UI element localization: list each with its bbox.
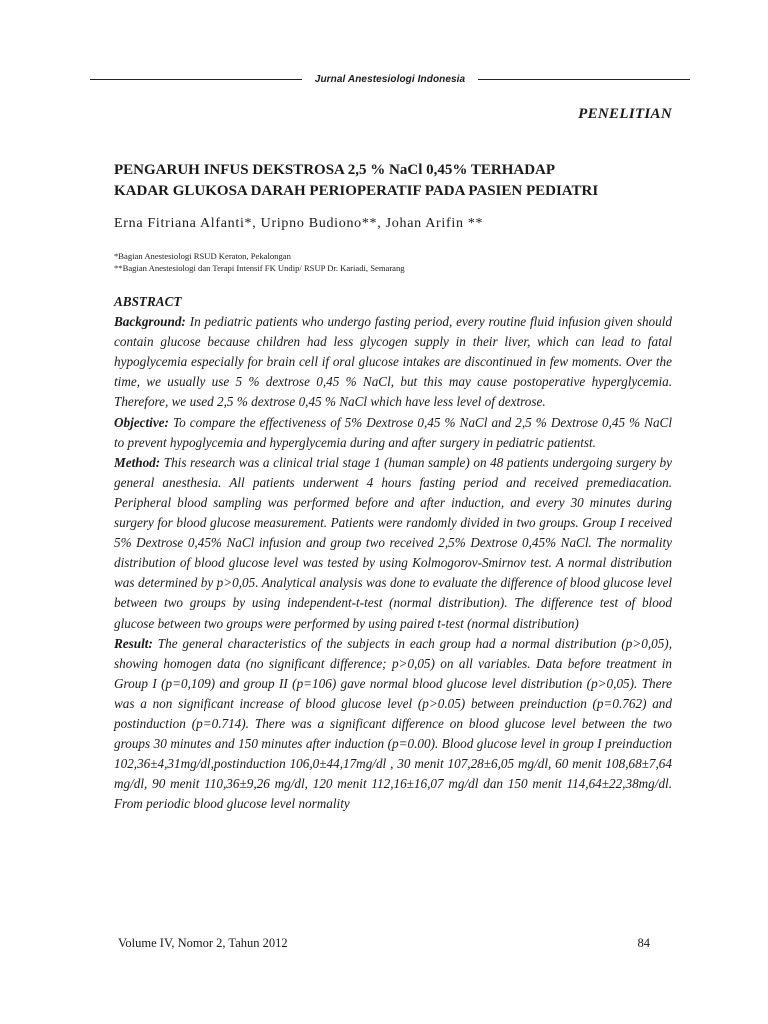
title-line-2: KADAR GLUKOSA DARAH PERIOPERATIF PADA PASIEN PEDIATRI xyxy=(114,183,599,199)
objective-text: To compare the effectiveness of 5% Dextrose 0,45 % NaCl and 2,5 % Dextrose 0,45 % NaCl to prevent hypoglycemia and hyperglycemia during and after surgery in pediatric patientst. xyxy=(114,414,673,450)
result-text: The general characteristics of the subjects in each group had a normal distribution (p>0,05), showing homogen data (no significant difference; p>0,05) on all variables. Data before treatment in Group I (p=0,109) and group II (p=106) gave normal blood glucose level distribution (p>0,05). There was a non significant increase of blood glucose level (p>0.05) between preinduction (p=0.762) and postinduction (p=0.714). There was a significant difference on blood glucose level between the two groups 30 minutes and 150 minutes after induction (p=0.00). Blood glucose level in group I preinduction 102,36±4,31mg/dl,postinduction 106,0±44,17mg/dl , 30 menit 107,28±6,05 mg/dl, 60 menit 108,68±7,64 mg/dl, 90 menit 110,36±9,26 mg/dl, 120 menit 112,16±16,07 mg/dl dan 150 menit 114,64±22,38mg/dl. From periodic blood glucose level normality xyxy=(114,635,672,812)
article-title xyxy=(114,160,674,202)
journal-name: Jurnal Anestesiologi Indonesia xyxy=(314,74,466,85)
method-label: Method: xyxy=(114,454,161,470)
affiliation-2: **Bagian Anestesiologi dan Terapi Intensif FK Undip/ RSUP Dr. Kariadi, Semarang xyxy=(114,263,405,273)
section-label: PENELITIAN xyxy=(578,106,672,122)
footer-volume: Volume IV, Nomor 2, Tahun 2012 xyxy=(118,936,288,950)
abstract-background xyxy=(114,312,672,412)
abstract-heading: ABSTRACT xyxy=(114,294,182,309)
author-list: Erna Fitriana Alfanti*, Uripno Budiono**, Johan Arifin ** xyxy=(114,216,484,231)
abstract-objective xyxy=(114,413,672,453)
objective-label: Objective: xyxy=(114,414,169,430)
journal-header xyxy=(90,72,690,88)
background-text: In pediatric patients who undergo fasting period, every routine fluid infusion given should contain glucose because children had less glycogen supply in their liver, which can lead to fatal hypoglycemia especially for brain cell if oral glucose intakes are discontinued in few moments. Over the time, we usually use 5 % dextrose 0,45 % NaCl, but this may cause postoperative hyperglycemia. Therefore, we used 2,5 % dextrose 0,45 % NaCl which have less level of dextrose. xyxy=(114,314,673,410)
abstract-result xyxy=(114,634,672,815)
abstract xyxy=(114,292,672,814)
background-label: Background: xyxy=(114,314,186,330)
header-rule-right xyxy=(478,79,690,80)
title-line-1: PENGARUH INFUS DEKSTROSA 2,5 % NaCl 0,45% TERHADAP xyxy=(114,162,556,178)
result-label: Result: xyxy=(114,635,153,651)
method-text: This research was a clinical trial stage 1 (human sample) on 48 patients undergoing surgery by general anesthesia. All patients underwent 4 hours fasting period and received premediacation. Peripheral blood sampling was performed before and after induction, and every 30 minutes during surgery for blood glucose measurement. Patients were randomly divided in two groups. Group I received 5% Dextrose 0,45% NaCl infusion and group two received 2,5% Dextrose 0,45% NaCl. The normality distribution of blood glucose level was tested by using Kolmogorov-Smirnov test. A normal distribution was determined by p>0,05. Analytical analysis was done to evaluate the difference of blood glucose level between two groups by using independent-t-test (normal distribution). The difference test of blood glucose between two groups were performed by using paired t-test (normal distribution) xyxy=(114,454,672,631)
page-number: 84 xyxy=(637,936,650,950)
affiliation-1: *Bagian Anestesiologi RSUD Keraton, Pekalongan xyxy=(114,251,291,261)
abstract-method xyxy=(114,453,672,634)
